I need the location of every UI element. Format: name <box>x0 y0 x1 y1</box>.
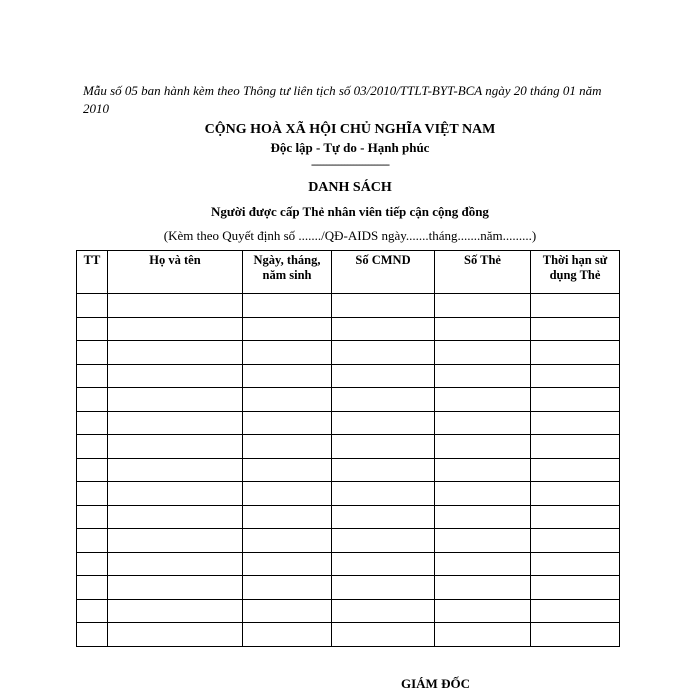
table-cell <box>243 599 332 623</box>
table-row <box>77 552 620 576</box>
table-cell <box>435 388 531 412</box>
table-cell <box>77 599 108 623</box>
table-cell <box>332 341 435 365</box>
table-cell <box>108 364 243 388</box>
table-cell <box>77 482 108 506</box>
table-cell <box>435 623 531 647</box>
table-cell <box>77 411 108 435</box>
table-cell <box>531 599 620 623</box>
table-cell <box>108 576 243 600</box>
table-row <box>77 458 620 482</box>
table-cell <box>332 576 435 600</box>
table-cell <box>243 505 332 529</box>
table-cell <box>531 341 620 365</box>
signature-title: GIÁM ĐỐC <box>401 676 470 691</box>
table-body <box>77 294 620 647</box>
table-cell <box>243 294 332 318</box>
column-header-index: TT <box>77 251 108 294</box>
table-cell <box>243 341 332 365</box>
table-row <box>77 623 620 647</box>
column-header-full-name: Họ và tên <box>108 251 243 294</box>
table-cell <box>332 623 435 647</box>
table-cell <box>531 505 620 529</box>
table-cell <box>77 294 108 318</box>
document-title: DANH SÁCH <box>308 180 392 195</box>
table-cell <box>108 505 243 529</box>
table-cell <box>435 341 531 365</box>
table-cell <box>531 364 620 388</box>
table-cell <box>435 576 531 600</box>
table-cell <box>108 458 243 482</box>
table-cell <box>108 482 243 506</box>
table-cell <box>435 599 531 623</box>
table-row <box>77 341 620 365</box>
table-cell <box>435 364 531 388</box>
table-cell <box>332 458 435 482</box>
decision-reference: (Kèm theo Quyết định số ......./QĐ-AIDS ngày.......tháng.......năm.........) <box>163 228 537 243</box>
table-row <box>77 435 620 459</box>
table-cell <box>77 317 108 341</box>
table-row <box>77 576 620 600</box>
table-cell <box>435 529 531 553</box>
column-header-birth-date: Ngày, tháng, năm sinh <box>243 251 332 294</box>
table-cell <box>435 317 531 341</box>
table-cell <box>77 552 108 576</box>
table-cell <box>531 388 620 412</box>
table-cell <box>332 552 435 576</box>
table-cell <box>332 435 435 459</box>
table-cell <box>332 294 435 318</box>
table-cell <box>531 482 620 506</box>
table-cell <box>77 435 108 459</box>
table-header-row <box>77 251 620 294</box>
table-cell <box>243 435 332 459</box>
table-cell <box>332 482 435 506</box>
table-cell <box>531 294 620 318</box>
table-cell <box>435 435 531 459</box>
table-cell <box>332 364 435 388</box>
table-row <box>77 599 620 623</box>
table-cell <box>108 341 243 365</box>
table-cell <box>243 482 332 506</box>
table-cell <box>243 458 332 482</box>
table-cell <box>531 552 620 576</box>
table-cell <box>108 294 243 318</box>
table-cell <box>77 529 108 553</box>
table-cell <box>435 294 531 318</box>
recipient-list-table <box>76 250 620 647</box>
table-row <box>77 364 620 388</box>
table-row <box>77 294 620 318</box>
table-cell <box>332 599 435 623</box>
table-cell <box>108 599 243 623</box>
table-cell <box>531 623 620 647</box>
table-cell <box>243 552 332 576</box>
table-row <box>77 529 620 553</box>
table-row <box>77 317 620 341</box>
table-cell <box>243 317 332 341</box>
column-header-card-number: Số Thẻ <box>435 251 531 294</box>
table-cell <box>531 458 620 482</box>
table-cell <box>243 623 332 647</box>
table-cell <box>435 552 531 576</box>
table-cell <box>77 505 108 529</box>
table-cell <box>243 529 332 553</box>
table-cell <box>243 411 332 435</box>
table-cell <box>108 435 243 459</box>
table-cell <box>435 411 531 435</box>
table-cell <box>531 529 620 553</box>
table-cell <box>435 482 531 506</box>
table-row <box>77 388 620 412</box>
table-cell <box>332 411 435 435</box>
table-cell <box>332 388 435 412</box>
table-cell <box>243 576 332 600</box>
table-cell <box>332 505 435 529</box>
table-cell <box>108 529 243 553</box>
table-cell <box>243 388 332 412</box>
table-cell <box>332 317 435 341</box>
table-cell <box>77 388 108 412</box>
table-cell <box>531 435 620 459</box>
table-cell <box>435 458 531 482</box>
table-cell <box>108 552 243 576</box>
table-row <box>77 411 620 435</box>
table-cell <box>243 364 332 388</box>
table-cell <box>108 317 243 341</box>
document-subtitle: Người được cấp Thẻ nhân viên tiếp cận cộng đồng <box>211 204 489 219</box>
table-cell <box>531 411 620 435</box>
table-cell <box>77 576 108 600</box>
table-cell <box>77 364 108 388</box>
national-motto: Độc lập - Tự do - Hạnh phúc <box>270 140 430 155</box>
table-cell <box>108 388 243 412</box>
table-row <box>77 505 620 529</box>
table-cell <box>435 505 531 529</box>
table-cell <box>108 411 243 435</box>
column-header-card-validity: Thời hạn sử dụng Thẻ <box>531 251 620 294</box>
table-cell <box>77 341 108 365</box>
table-row <box>77 482 620 506</box>
table-cell <box>531 317 620 341</box>
table-cell <box>77 458 108 482</box>
nation-heading: CỘNG HOÀ XÃ HỘI CHỦ NGHĨA VIỆT NAM <box>204 122 496 137</box>
heading-separator: -------------------------- <box>311 157 389 171</box>
table-cell <box>332 529 435 553</box>
column-header-id-number: Số CMND <box>332 251 435 294</box>
table-cell <box>77 623 108 647</box>
template-note: Mẫu số 05 ban hành kèm theo Thông tư liên tịch số 03/2010/TTLT-BYT-BCA ngày 20 tháng 01 năm 2010 <box>83 83 602 116</box>
table-cell <box>108 623 243 647</box>
table-cell <box>531 576 620 600</box>
